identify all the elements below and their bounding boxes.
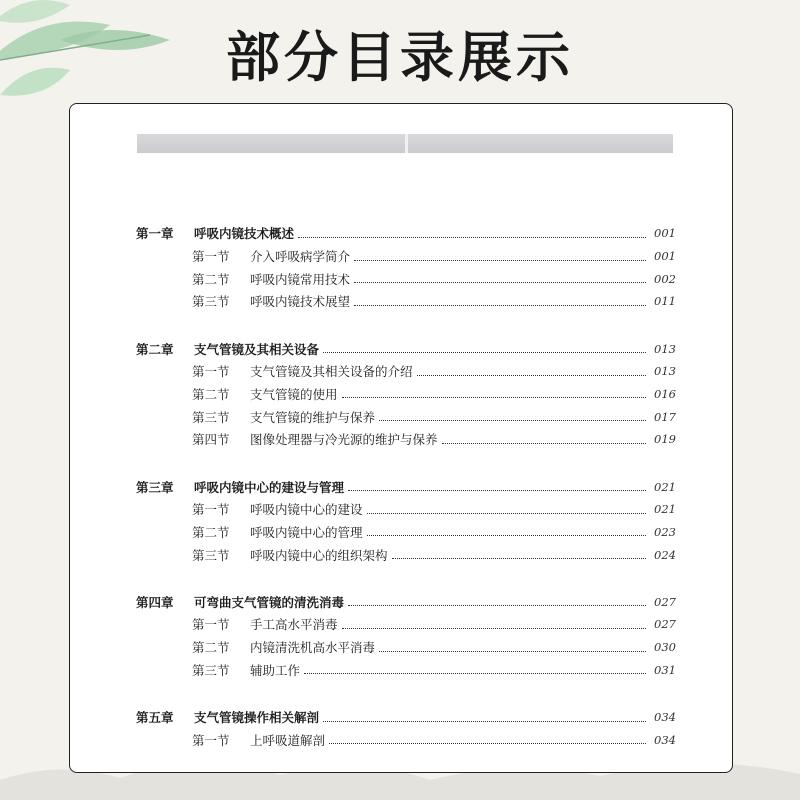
chapter-entry-number: 第四章 [136,594,174,610]
toc-chapter [136,475,676,566]
section-entry-title: 呼吸内镜技术展望 [250,294,351,310]
chapter-entry-title: 支气管镜操作相关解剖 [194,710,320,726]
section-entry [136,360,676,383]
chapter-entry-title: 支气管镜及其相关设备 [194,341,320,357]
chapter-entry-number: 第三章 [136,479,174,495]
dot-leader [354,305,646,306]
chapter-entry-page: 034 [654,710,676,725]
section-entry-page: 027 [654,617,676,632]
section-entry-title: 呼吸内镜中心的组织架构 [250,547,388,563]
chapter-entry-title: 呼吸内镜技术概述 [194,226,295,242]
section-entry [136,613,676,636]
section-entry-page: 023 [654,524,676,539]
section-entry-number: 第一节 [192,502,230,518]
section-entry-title: 支气管镜及其相关设备的介绍 [250,364,413,380]
section-entry-page: 001 [654,249,676,264]
chapter-entry [136,222,676,245]
header-band [137,134,673,153]
section-entry [136,290,676,313]
section-entry-title: 呼吸内镜中心的管理 [250,524,363,540]
section-entry-page: 017 [654,409,676,424]
dot-leader [417,375,646,376]
section-entry-page: 030 [654,640,676,655]
section-entry-number: 第四节 [192,432,230,448]
section-entry [136,728,676,751]
section-entry-number: 第二节 [192,524,230,540]
section-entry-page: 016 [654,386,676,401]
section-entry-title: 内镜清洗机高水平消毒 [250,640,376,656]
toc-chapter [136,590,676,681]
chapter-entry [136,337,676,360]
toc-card [69,103,733,773]
section-entry [136,498,676,521]
section-entry-page: 021 [654,502,676,517]
toc-chapter [136,222,676,313]
section-entry [136,543,676,566]
dot-leader [379,420,646,421]
dot-leader [367,513,646,514]
dot-leader [342,628,646,629]
section-entry [136,428,676,451]
table-of-contents [136,222,676,776]
page-title: 部分目录展示 [226,26,574,89]
toc-chapter [136,337,676,450]
chapter-entry-number: 第二章 [136,341,174,357]
section-entry-number: 第二节 [192,271,230,287]
dot-leader [354,260,646,261]
dot-leader [348,490,646,491]
dot-leader [323,352,646,353]
section-entry-title: 呼吸内镜中心的建设 [250,502,363,518]
dot-leader [304,673,646,674]
section-entry-number: 第三节 [192,409,230,425]
dot-leader [298,237,646,238]
chapter-entry-title: 呼吸内镜中心的建设与管理 [194,479,345,495]
section-entry [136,267,676,290]
section-entry-number: 第二节 [192,386,230,402]
dot-leader [442,443,646,444]
chapter-entry [136,590,676,613]
chapter-entry-title: 可弯曲支气管镜的清洗消毒 [194,594,345,610]
section-entry-title: 介入呼吸病学简介 [250,249,351,265]
section-entry-title: 图像处理器与冷光源的维护与保养 [250,432,438,448]
dot-leader [348,605,646,606]
chapter-entry-page: 013 [654,341,676,356]
chapter-entry-page: 001 [654,226,676,241]
section-entry-number: 第一节 [192,364,230,380]
chapter-entry [136,475,676,498]
section-entry-number: 第一节 [192,617,230,633]
section-entry-number: 第二节 [192,640,230,656]
dot-leader [323,721,646,722]
section-entry-title: 支气管镜的维护与保养 [250,409,376,425]
section-entry-page: 024 [654,547,676,562]
section-entry-page: 019 [654,432,676,447]
dot-leader [367,535,646,536]
chapter-entry [136,706,676,729]
chapter-entry-number: 第一章 [136,226,174,242]
section-entry-page: 034 [654,732,676,747]
section-entry-page: 002 [654,271,676,286]
section-entry-title: 呼吸内镜常用技术 [250,271,351,287]
chapter-entry-page: 021 [654,479,676,494]
section-entry [136,659,676,682]
section-entry-page: 031 [654,662,676,677]
dot-leader [342,397,646,398]
section-entry-number: 第一节 [192,732,230,748]
section-entry [136,383,676,406]
section-entry [136,521,676,544]
section-entry-title: 支气管镜的使用 [250,386,338,402]
section-entry [136,405,676,428]
section-entry-number: 第一节 [192,249,230,265]
section-entry-number: 第三节 [192,662,230,678]
section-entry-page: 013 [654,364,676,379]
section-entry-page: 011 [654,294,676,309]
section-entry-title: 手工高水平消毒 [250,617,338,633]
section-entry-number: 第三节 [192,547,230,563]
section-entry [136,245,676,268]
section-entry [136,636,676,659]
dot-leader [329,743,646,744]
section-entry-title: 辅助工作 [250,662,301,678]
dot-leader [392,558,646,559]
toc-chapter [136,706,676,751]
section-entry-title: 上呼吸道解剖 [250,732,326,748]
dot-leader [354,282,646,283]
dot-leader [379,651,646,652]
chapter-entry-page: 027 [654,594,676,609]
chapter-entry-number: 第五章 [136,710,174,726]
section-entry-number: 第三节 [192,294,230,310]
